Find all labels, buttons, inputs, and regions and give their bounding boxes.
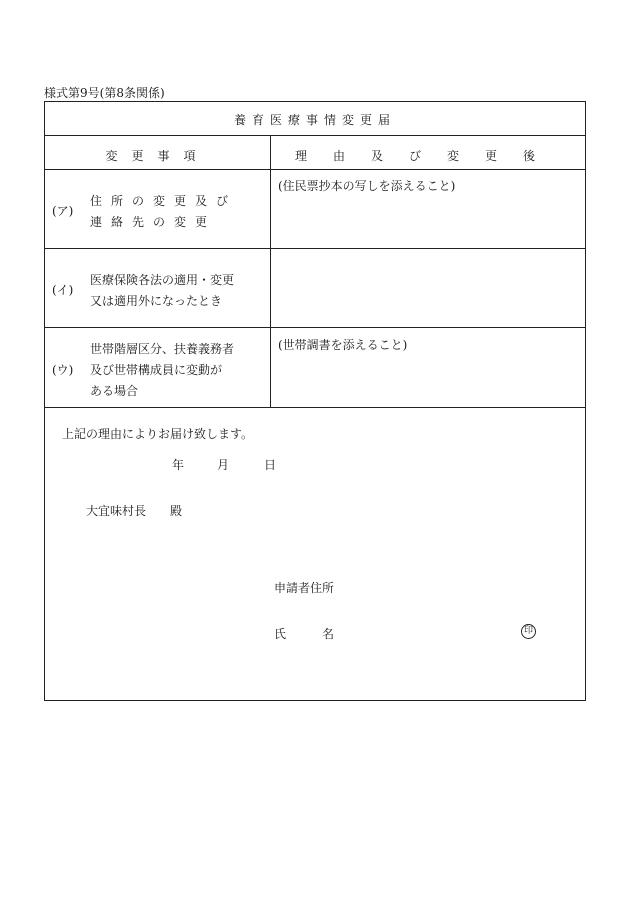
applicant-name-label-1: 氏 xyxy=(274,627,287,641)
row-mark-a: (ア) xyxy=(52,204,74,218)
row-divider-1 xyxy=(45,248,585,249)
date-day: 日 xyxy=(264,458,277,472)
row-divider-2 xyxy=(45,327,585,328)
row-mark-i: (イ) xyxy=(52,283,74,297)
header-divider xyxy=(45,169,585,170)
form-frame xyxy=(44,101,586,701)
row-u-line-3: ある場合 xyxy=(90,384,139,398)
title-divider xyxy=(45,135,585,136)
addressee: 大宜味村長 xyxy=(86,504,147,518)
row-a-line-1: 住所の変更及び xyxy=(90,194,238,208)
date-month: 月 xyxy=(217,458,230,472)
row-u-note: (世帯調書を添えること) xyxy=(278,338,408,352)
row-mark-u: (ウ) xyxy=(52,363,74,377)
header-reason-after-change: 理由及び変更後 xyxy=(294,149,561,163)
row-u-line-2: 及び世帯構成員に変動が xyxy=(90,363,223,377)
header-change-items: 変更事項 xyxy=(105,149,210,163)
honorific: 殿 xyxy=(170,504,183,518)
date-year: 年 xyxy=(172,458,185,472)
applicant-address-label: 申請者住所 xyxy=(274,581,335,595)
row-a-note: (住民票抄本の写しを添えること) xyxy=(278,179,456,193)
row-divider-3 xyxy=(45,407,585,408)
column-divider xyxy=(270,135,271,407)
row-i-line-1: 医療保険各法の適用・変更 xyxy=(90,273,235,287)
row-a-line-2: 連絡先の変更 xyxy=(90,215,217,229)
row-i-line-2: 又は適用外になったとき xyxy=(90,294,223,308)
form-title: 養育医療事情変更届 xyxy=(233,113,396,127)
seal-mark-icon: 印 xyxy=(521,624,536,639)
form-number-label: 様式第9号(第8条関係) xyxy=(44,86,165,100)
applicant-name-label-2: 名 xyxy=(322,627,335,641)
row-u-line-1: 世帯階層区分、扶養義務者 xyxy=(90,342,235,356)
submission-statement: 上記の理由によりお届け致します。 xyxy=(62,427,254,441)
